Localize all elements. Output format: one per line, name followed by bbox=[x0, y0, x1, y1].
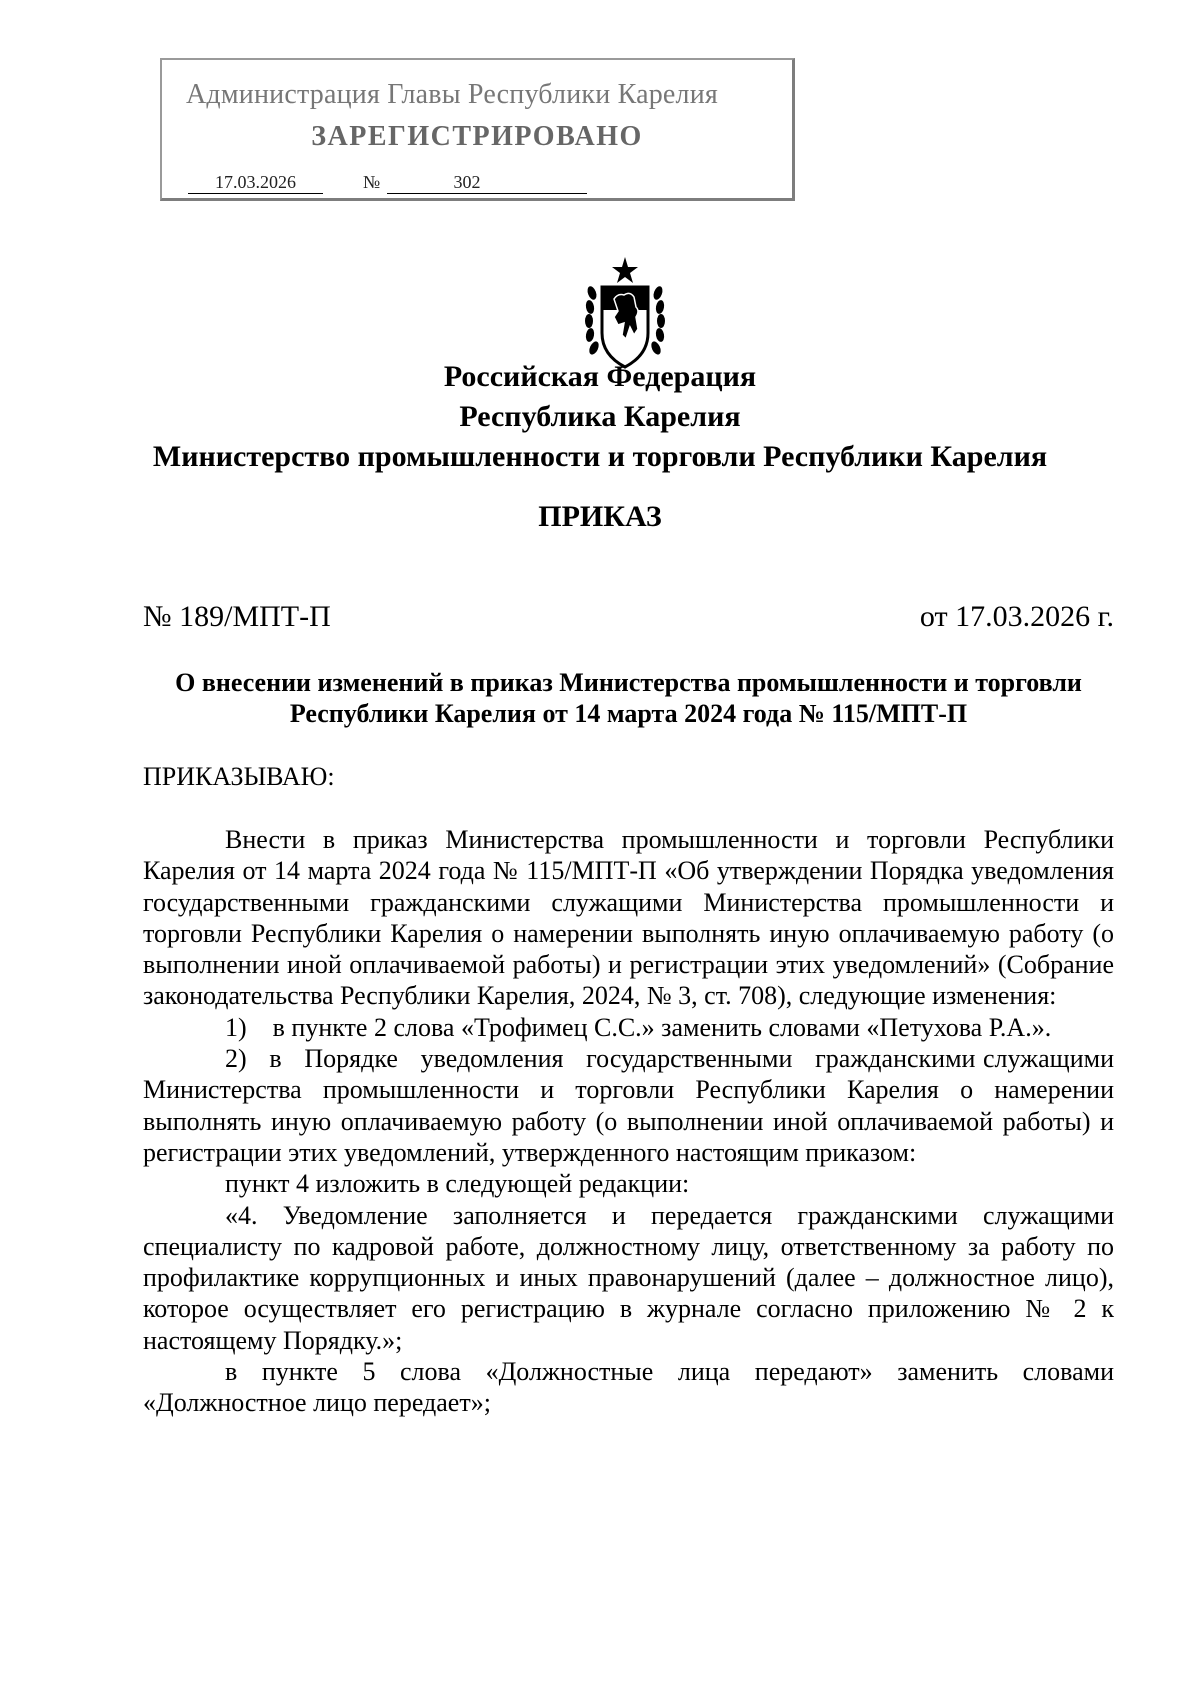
registration-stamp bbox=[160, 58, 795, 201]
paragraph-point-5: в пункте 5 слова «Должностные лица передают» заменить словами «Должностное лицо передает»; bbox=[143, 1357, 1114, 1418]
paragraph-point-4-intro: пункт 4 изложить в следующей редакции: bbox=[225, 1169, 690, 1199]
document-type: ПРИКАЗ bbox=[538, 500, 662, 533]
region-name: Республика Карелия bbox=[459, 400, 741, 433]
order-number: № 189/МПТ-П bbox=[143, 600, 331, 633]
stamp-number: 302 bbox=[387, 172, 587, 194]
stamp-number-label: № bbox=[363, 172, 381, 192]
orders-label: ПРИКАЗЫВАЮ: bbox=[143, 762, 335, 791]
stamp-authority: Администрация Главы Республики Карелия bbox=[186, 79, 718, 110]
order-date: от 17.03.2026 г. bbox=[919, 600, 1114, 633]
order-body bbox=[143, 824, 1121, 1419]
paragraph-point-4-text: «4. Уведомление заполняется и передается гражданскими служащими специалисту по кадровой работе, должностному лицу, ответственному за работу по профилактике коррупционных и иных правонарушений (далее – должностное лицо), которое осуществляет его регистрацию в журнале согласно приложению № 2 к настоящему Порядку.»; bbox=[143, 1200, 1114, 1355]
ministry-name: Министерство промышленности и торговли Республики Карелия bbox=[152, 440, 1048, 473]
paragraph-intro: Внести в приказ Министерства промышленности и торговли Республики Карелия от 14 марта 2024 года № 115/МПТ-П «Об утверждении Порядка уведомления государственными гражданскими служащими Министерства промышленности и торговли Республики Карелия о намерении выполнять иную оплачиваемую работу (о выполнении иной оплачиваемой работы) и регистрации этих уведомлений» (Собрание законодательства Республики Карелия, 2024, № 3, ст. 708), следующие изменения: bbox=[143, 825, 1114, 1011]
order-title: О внесении изменений в приказ Министерства промышленности и торговли Республики Карелия от 14 марта 2024 года № 115/МПТ-П bbox=[175, 668, 1082, 728]
stamp-date: 17.03.2026 bbox=[188, 172, 323, 194]
paragraph-item-1: 1) в пункте 2 слова «Трофимец С.С.» заменить словами «Петухова Р.А.». bbox=[225, 1012, 1052, 1042]
coat-of-arms-karelia-icon bbox=[580, 255, 670, 375]
paragraph-item-2: 2) в Порядке уведомления государственными гражданскими служащими Министерства промышленности и торговли Республики Карелия о намерении выполнять иную оплачиваемую работу (о выполнении иной оплачиваемой работы) и регистрации этих уведомлений, утвержденного настоящим приказом: bbox=[143, 1044, 1121, 1167]
country-name: Российская Федерация bbox=[443, 360, 757, 393]
stamp-status: ЗАРЕГИСТРИРОВАНО bbox=[311, 121, 643, 152]
